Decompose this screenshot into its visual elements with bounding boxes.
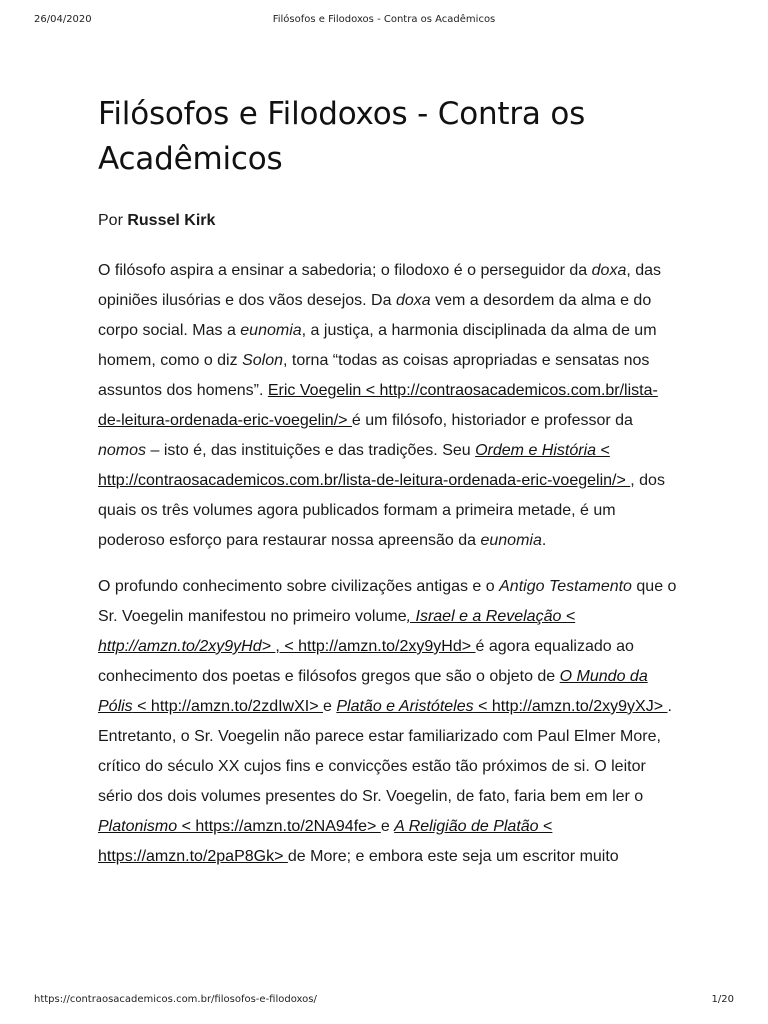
link-israel-title: , Israel e a Revelação < http://amzn.to/2xy9yHd>: [98, 608, 576, 655]
byline: [98, 210, 680, 232]
p2-text-4: e: [323, 698, 337, 715]
p1-doxa-1: doxa: [591, 262, 627, 279]
paragraph-2: [98, 572, 680, 872]
author-name: Russel Kirk: [127, 212, 216, 229]
link-ordem-url: < http://contraosacademicos.com.br/lista-de-leitura-ordenada-eric-voegelin/>: [98, 442, 631, 489]
print-date: 26/04/2020: [34, 14, 92, 25]
p1-text-5: , torna “todas as coisas apropriadas e sensatas nos assuntos dos homens”.: [98, 352, 650, 399]
article-content: [98, 92, 680, 872]
p2-text-2: que o Sr. Voegelin manifestou no primeiro volume: [98, 578, 677, 625]
p1-eunomia-1: eunomia: [240, 322, 302, 339]
page-number: 1/20: [711, 994, 734, 1005]
p1-text-2: , das opiniões ilusórias e dos vãos desejos. Da: [98, 262, 662, 309]
link-platonismo-title: Platonismo: [98, 818, 178, 835]
p1-text-8: , dos quais os três volumes agora publicados formam a primeira metade, é um poderoso esforço para restaurar nossa apreensão da: [98, 472, 665, 549]
link-religiao-url: < https://amzn.to/2paP8Gk>: [98, 818, 553, 865]
byline-prefix: Por: [98, 212, 128, 229]
link-eric-voegelin[interactable]: Eric Voegelin < http://contraosacademicos.com.br/lista-de-leitura-ordenada-eric-voegelin/>: [98, 382, 658, 429]
link-platao-e-aristoteles[interactable]: [336, 698, 667, 715]
p2-text-1: O profundo conhecimento sobre civilizações antigas e o: [98, 578, 500, 595]
p1-eunomia-2: eunomia: [480, 532, 542, 549]
article-title: Filósofos e Filodoxos - Contra os Acadêmicos: [98, 96, 586, 177]
link-polis-title: O Mundo da Pólis: [98, 668, 648, 715]
p1-text-1: O filósofo aspira a ensinar a sabedoria; o filodoxo é o perseguidor da: [98, 262, 592, 279]
print-header: [0, 14, 768, 30]
link-polis-url: < http://amzn.to/2zdIwXI>: [132, 698, 324, 715]
p2-text-7: de More; e embora este seja um escritor muito: [287, 848, 619, 865]
link-platao-title: Platão e Aristóteles: [336, 698, 474, 715]
p1-doxa-2: doxa: [395, 292, 431, 309]
p2-text-6: e: [380, 818, 395, 835]
p2-antigo-testamento: Antigo Testamento: [499, 578, 632, 595]
link-platonismo[interactable]: [98, 818, 381, 835]
p2-text-5: . Entretanto, o Sr. Voegelin não parece estar familiarizado com Paul Elmer More, crítico do século XX cujos fins e convicções estão tão próximos de si. O leitor sério dos dois volumes presentes do Sr. Voegelin, de fato, faria bem em ler o: [98, 698, 672, 805]
paragraph-1: [98, 256, 680, 556]
link-platao-url: < http://amzn.to/2xy9yXJ>: [473, 698, 668, 715]
p1-solon: Solon: [242, 352, 283, 369]
p1-text-9: .: [541, 532, 547, 549]
p1-nomos: nomos: [98, 442, 147, 459]
p2-text-3: é agora equalizado ao conhecimento dos poetas e filósofos gregos que são o objeto de: [98, 638, 634, 685]
print-url: https://contraosacademicos.com.br/filosofos-e-filodoxos/: [34, 994, 317, 1005]
p1-text-7: – isto é, das instituições e das tradições. Seu: [146, 442, 476, 459]
link-israel-url[interactable]: , < http://amzn.to/2xy9yHd>: [275, 638, 476, 655]
link-ordem-title: Ordem e História: [475, 442, 597, 459]
p1-text-6: é um filósofo, historiador e professor da: [351, 412, 633, 429]
p1-text-3: vem a desordem da alma e do corpo social. Mas a: [98, 292, 652, 339]
link-religiao-title: A Religião de Platão: [394, 818, 539, 835]
print-footer: [0, 994, 768, 1010]
link-platonismo-url: < https://amzn.to/2NA94fe>: [177, 818, 381, 835]
p1-text-4: , a justiça, a harmonia disciplinada da alma de um homem, como o diz: [98, 322, 657, 369]
print-page-title: Filósofos e Filodoxos - Contra os Acadêmicos: [272, 14, 496, 25]
